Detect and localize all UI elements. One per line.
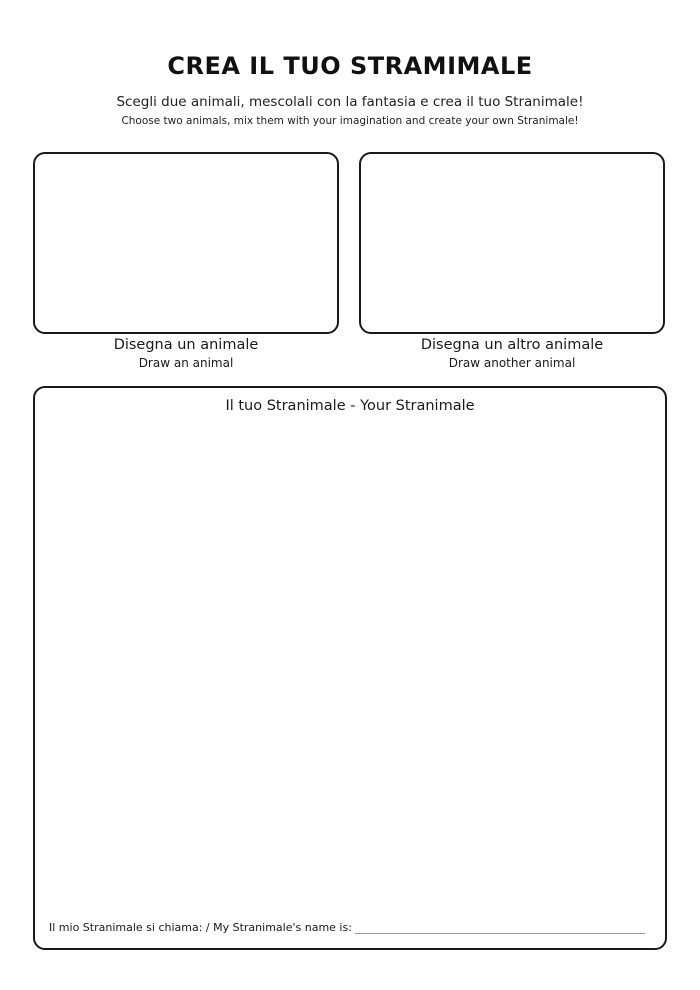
stranimale-heading: Il tuo Stranimale - Your Stranimale (225, 398, 475, 414)
caption-second-animal-italian: Disegna un altro animale (420, 337, 604, 353)
caption-first-animal-english: Draw an animal (138, 356, 234, 370)
name-write-line[interactable] (355, 921, 645, 934)
drawing-box-second-animal[interactable] (359, 152, 665, 334)
name-row (49, 921, 645, 934)
name-label: Il mio Stranimale si chiama: / My Stranimale's name is: (49, 921, 352, 934)
caption-second-animal (359, 337, 665, 370)
page-title: CREA IL TUO STRAMIMALE (167, 52, 533, 80)
caption-first-animal-italian: Disegna un animale (113, 337, 259, 353)
drawing-box-stranimale[interactable] (33, 386, 667, 950)
caption-second-animal-english: Draw another animal (448, 356, 576, 370)
subtitle-english: Choose two animals, mix them with your imagination and create your own Stranimale! (121, 115, 579, 127)
subtitle-italian: Scegli due animali, mescolali con la fantasia e crea il tuo Stranimale! (116, 94, 584, 110)
drawing-box-first-animal[interactable] (33, 152, 339, 334)
caption-first-animal (33, 337, 339, 370)
